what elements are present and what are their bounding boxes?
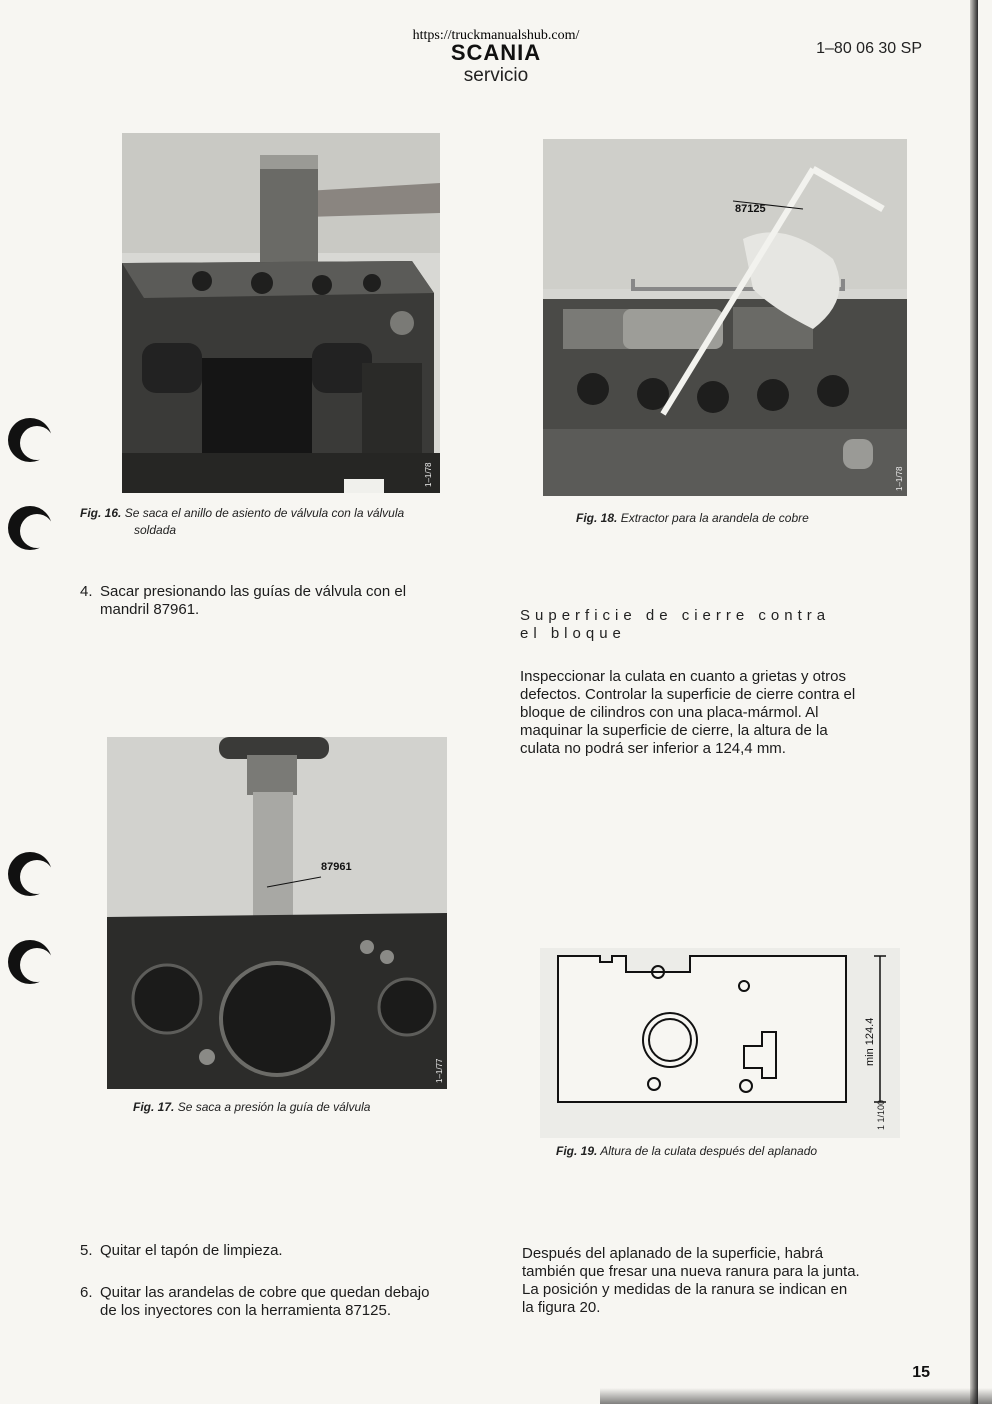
- binder-hole-2: [8, 506, 52, 550]
- fig16-tag: 1–1/78: [424, 462, 433, 487]
- fig16-caption-line2: soldada: [134, 523, 177, 537]
- fig17-caption-text: Se saca a presión la guía de válvula: [177, 1100, 371, 1114]
- brand-logo: SCANIA: [450, 40, 542, 65]
- section-heading-line1: Superficie de cierre contra: [520, 607, 831, 624]
- section-heading: [520, 607, 900, 643]
- fig18-caption: [576, 510, 896, 527]
- page-edge-shadow: [970, 0, 978, 1404]
- fig17-callout: 87961: [321, 861, 352, 873]
- step-4-line2: mandril 87961.: [100, 601, 200, 618]
- step-6-line2: de los inyectores con la herramienta 87125.: [100, 1302, 392, 1319]
- para1-line5: culata no podrá ser inferior a 124,4 mm.: [520, 740, 786, 757]
- step-4-text: [100, 583, 406, 619]
- step-6-text: [100, 1284, 429, 1320]
- step-5: [80, 1242, 500, 1262]
- binder-hole-3: [8, 852, 52, 896]
- section-paragraph-2: [522, 1245, 932, 1317]
- step-4-line1: Sacar presionando las guías de válvula con el: [100, 583, 407, 600]
- step-5-number: 5.: [80, 1242, 93, 1259]
- para1-line1: Inspeccionar la culata en cuanto a grietas y otros: [520, 668, 847, 685]
- fig16-caption: [80, 505, 520, 539]
- section-heading-line2: el bloque: [520, 625, 626, 642]
- section-paragraph-1: [520, 668, 930, 758]
- page-number: 15: [912, 1364, 930, 1381]
- para1-line4: maquinar la superficie de cierre, la altura de la: [520, 722, 828, 739]
- fig18-caption-text: Extractor para la arandela de cobre: [620, 511, 809, 525]
- cylinder-head-hammer-image: [122, 133, 440, 493]
- step-4-number: 4.: [80, 583, 93, 600]
- fig16-photo: [122, 133, 440, 493]
- document-number: 1–80 06 30 SP: [816, 40, 922, 57]
- valve-guide-press-image: [107, 737, 447, 1089]
- step-6-line1: Quitar las arandelas de cobre que quedan debajo: [100, 1284, 430, 1301]
- fig17-number: Fig. 17.: [133, 1100, 175, 1114]
- cylinder-head-height-diagram: [540, 948, 900, 1138]
- para2-line2: también que fresar una nueva ranura para la junta.: [522, 1263, 860, 1280]
- fig18-tag: 1–1/78: [895, 466, 904, 491]
- para1-line3: bloque de cilindros con una placa-mármol. Al: [520, 704, 819, 721]
- fig19-caption-text: Altura de la culata después del aplanado: [600, 1144, 818, 1158]
- fig18-photo: [543, 139, 907, 496]
- binder-hole-4: [8, 940, 52, 984]
- fig18-callout: 87125: [735, 203, 766, 215]
- para2-line4: la figura 20.: [522, 1299, 601, 1316]
- binder-hole-1: [8, 418, 52, 462]
- step-5-text: Quitar el tapón de limpieza.: [100, 1242, 283, 1259]
- step-4: [80, 583, 500, 623]
- fig19-dim-label: min 124.4: [864, 1017, 876, 1066]
- para2-line3: La posición y medidas de la ranura se indican en: [522, 1281, 848, 1298]
- fig17-tag: 1–1/77: [435, 1058, 444, 1083]
- fig19-number: Fig. 19.: [556, 1144, 598, 1158]
- fig19-caption: [556, 1143, 896, 1160]
- fig17-photo: [107, 737, 447, 1089]
- fig19-tag: 1 1/100: [876, 1099, 886, 1130]
- fig19-drawing: [540, 948, 900, 1138]
- step-6-number: 6.: [80, 1284, 93, 1301]
- para1-line2: defectos. Controlar la superficie de cierre contra el: [520, 686, 856, 703]
- brand-subtitle: servicio: [463, 65, 529, 86]
- para2-line1: Después del aplanado de la superficie, habrá: [522, 1245, 824, 1262]
- fig16-number: Fig. 16.: [80, 506, 122, 520]
- injector-extractor-image: [543, 139, 907, 496]
- page-bottom-shadow: [600, 1388, 992, 1404]
- fig17-caption: [133, 1099, 453, 1116]
- step-6: [80, 1284, 500, 1324]
- source-url[interactable]: https://truckmanualshub.com/: [412, 28, 580, 43]
- fig16-caption-line1: Se saca el anillo de asiento de válvula con la válvula: [124, 506, 405, 520]
- fig18-number: Fig. 18.: [576, 511, 618, 525]
